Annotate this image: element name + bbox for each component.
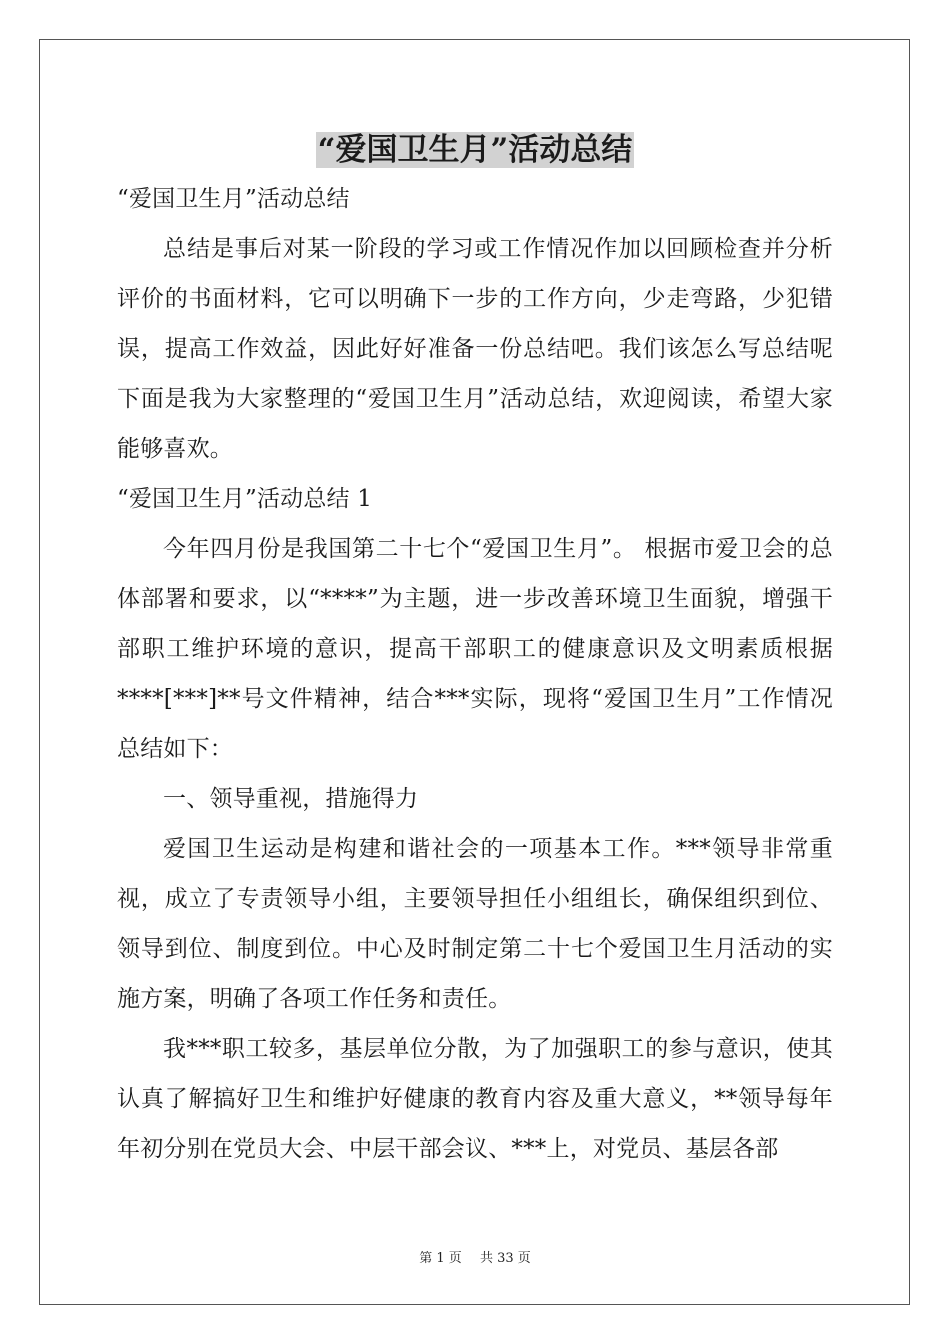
body-paragraph: 我***职工较多，基层单位分散，为了加强职工的参与意识，使其认真了解搞好卫生和维护好健康的教育内容及重大意义，**领导每年年初分别在党员大会、中层干部会议、***上，对党员、基层各部 bbox=[117, 1036, 833, 1162]
document-body bbox=[117, 174, 833, 1174]
page-footer bbox=[0, 1247, 950, 1266]
page-number: 第 1 页 bbox=[419, 1251, 462, 1266]
page-total: 共 33 页 bbox=[479, 1251, 531, 1266]
body-paragraph: 爱国卫生运动是构建和谐社会的一项基本工作。***领导非常重视，成立了专责领导小组，主要领导担任小组组长，确保组织到位、领导到位、制度到位。中心及时制定第二十七个爱国卫生月活动的实施方案，明确了各项工作任务和责任。 bbox=[117, 836, 833, 1012]
document-title bbox=[0, 124, 950, 176]
document-title-text: “爱国卫生月”活动总结 bbox=[317, 132, 633, 168]
body-paragraph: 今年四月份是我国第二十七个“爱国卫生月”。 根据市爱卫会的总体部署和要求，以“****”为主题，进一步改善环境卫生面貌，增强干部职工维护环境的意识，提高干部职工的健康意识及文明素质根据****[***]**号文件精神，结合***实际，现将“爱国卫生月”工作情况总结如下： bbox=[117, 536, 833, 762]
body-paragraph: 总结是事后对某一阶段的学习或工作情况作加以回顾检查并分析评价的书面材料，它可以明确下一步的工作方向，少走弯路，少犯错误，提高工作效益，因此好好准备一份总结吧。我们该怎么写总结呢下面是我为大家整理的“爱国卫生月”活动总结，欢迎阅读，希望大家能够喜欢。 bbox=[117, 236, 833, 462]
body-paragraph: “爱国卫生月”活动总结 1 bbox=[117, 486, 373, 512]
body-paragraph: 一、领导重视，措施得力 bbox=[163, 786, 419, 812]
body-paragraph: “爱国卫生月”活动总结 bbox=[117, 186, 350, 212]
